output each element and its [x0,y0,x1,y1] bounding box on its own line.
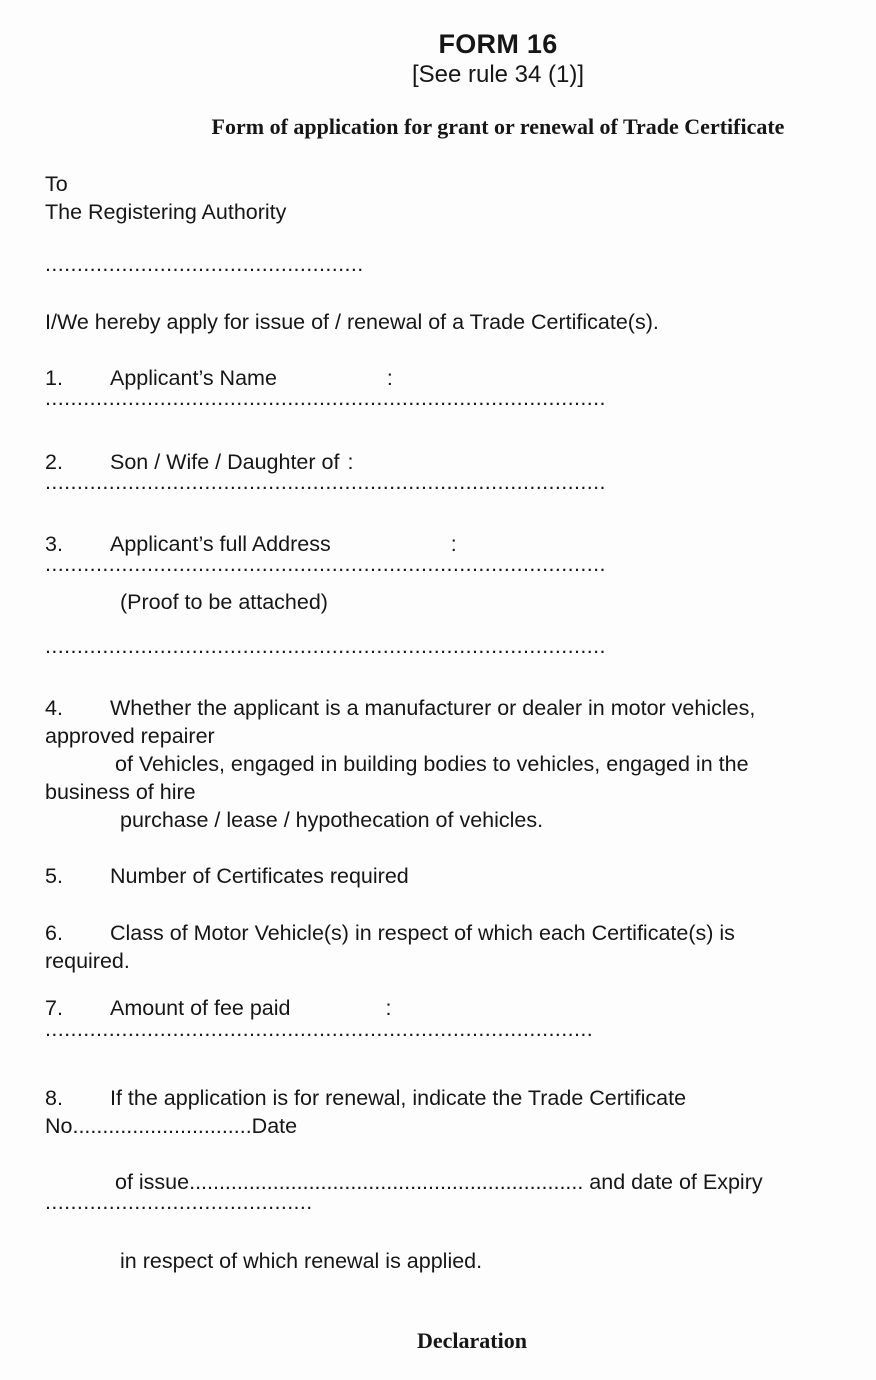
item-4-row [45,694,755,722]
item-1-colon: : [386,366,393,390]
item-2-blank-line: ........................................................................................ [45,470,606,494]
item-3-blank-line-2: ........................................................................................ [45,634,606,658]
form-header [120,28,876,140]
item-8-row [45,1084,686,1112]
declaration-heading: Declaration [417,1328,527,1353]
item-3-proof-note: (Proof to be attached) [120,590,328,614]
item-4-line-4: business of hire [45,780,196,804]
item-4-line-3: of Vehicles, engaged in building bodies to vehicles, engaged in the [115,752,749,776]
item-4-block [45,694,755,834]
item-6-block [45,919,735,975]
item-2-label: Son / Wife / Daughter of [110,450,340,474]
item-3-number: 3. [45,532,63,556]
intro-line: I/We hereby apply for issue of / renewal of a Trade Certificate(s). [45,310,659,334]
authority-line: The Registering Authority [45,200,287,224]
item-3-label: Applicant’s full Address [110,532,331,556]
item-8-number: 8. [45,1086,63,1110]
form-title: Form of application for grant or renewal of Trade Certificate [211,114,785,139]
item-8-line-1: If the application is for renewal, indicate the Trade Certificate [110,1086,687,1110]
item-4-line-5: purchase / lease / hypothecation of vehicles. [120,808,544,832]
form-number-heading: FORM 16 [438,29,558,59]
item-6-number: 6. [45,921,63,945]
item-7-blank-line: ...................................................................................... [45,1017,594,1041]
to-line: To [45,172,68,196]
item-2-colon: : [347,450,354,474]
item-1-number: 1. [45,366,63,390]
item-8-block [45,1084,686,1140]
item-5-row [45,862,409,890]
item-7-label: Amount of fee paid [110,996,291,1020]
item-8-certificate-no-date-line: No..............................Date [45,1114,298,1138]
item-6-line-2: required. [45,949,130,973]
item-2-number: 2. [45,450,63,474]
item-1-label: Applicant’s Name [110,366,277,390]
item-6-line-1: Class of Motor Vehicle(s) in respect of which each Certificate(s) is [110,921,735,945]
item-5-label: Number of Certificates required [110,864,409,888]
item-3-blank-line: ........................................................................................ [45,552,606,576]
item-8-renewal-applied-line: in respect of which renewal is applied. [120,1249,483,1273]
item-6-row [45,919,735,947]
authority-blank-line: .................................................. [45,252,364,276]
addressee-block [45,170,286,226]
item-8-date-of-issue-line: of issue.................................................................. and date of Expiry [115,1170,763,1194]
item-3-colon: : [450,532,457,556]
item-4-line-2: approved repairer [45,724,215,748]
item-7-colon: : [385,996,392,1020]
item-4-number: 4. [45,696,63,720]
item-8-expiry-blank-line: .......................................... [45,1190,313,1214]
item-5-number: 5. [45,864,63,888]
item-4-line-1: Whether the applicant is a manufacturer or dealer in motor vehicles, [110,696,756,720]
rule-reference: [See rule 34 (1)] [411,61,585,88]
item-1-blank-line: ........................................................................................ [45,386,606,410]
item-7-number: 7. [45,996,63,1020]
